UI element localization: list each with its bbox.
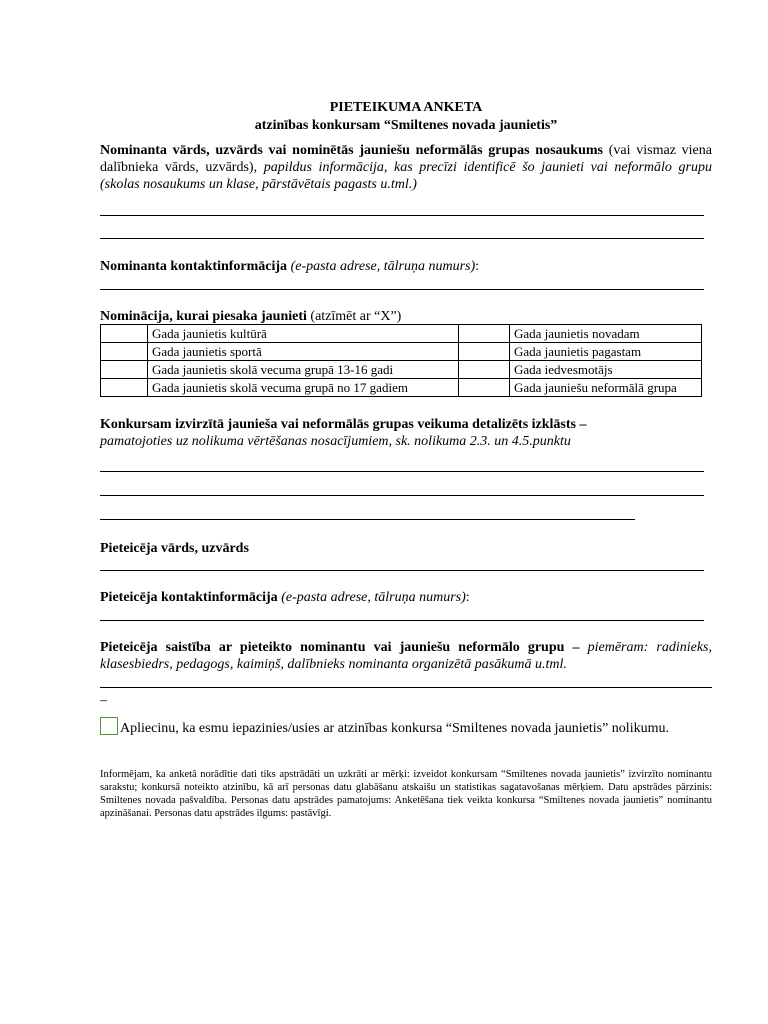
achievement-italic: pamatojoties uz nolikuma vērtēšanas nosacījumiem, sk. nolikuma 2.3. un 4.5.punktu xyxy=(100,434,571,449)
nominee-contact-bold: Nominanta kontaktinformācija xyxy=(100,259,288,274)
nomination-option: Gada jaunietis skolā vecuma grupā no 17 gadiem xyxy=(148,379,459,397)
nomination-option: Gada jaunietis sportā xyxy=(148,343,459,361)
relation-dash: – xyxy=(100,693,107,708)
consent-text: Apliecinu, ka esmu iepazinies/usies ar atzinības konkursa “Smiltenes novada jaunietis” nolikumu. xyxy=(120,721,669,736)
nomination-option: Gada jaunietis pagastam xyxy=(510,343,702,361)
applicant-contact-label xyxy=(100,589,712,606)
table-row xyxy=(101,361,702,379)
nominee-contact-italic: (e-pasta adrese, tālruņa numurs) xyxy=(287,259,476,274)
mark-cell[interactable] xyxy=(101,343,148,361)
mark-cell[interactable] xyxy=(101,379,148,397)
nominee-name-label xyxy=(100,142,712,193)
nominee-name-italic: papildus informācija, kas precīzi identificē šo jaunieti vai neformālo grupu (skolas nosaukums un klase, pārstāvētais pagasts u.tml.) xyxy=(100,160,713,192)
mark-cell[interactable] xyxy=(459,379,510,397)
nomination-option: Gada jaunietis kultūrā xyxy=(148,325,459,343)
form-title: PIETEIKUMA ANKETA xyxy=(329,100,483,115)
nomination-normal: (atzīmēt ar “X”) xyxy=(306,309,402,324)
consent-statement xyxy=(100,717,712,737)
nomination-table xyxy=(100,324,702,397)
applicant-name-label xyxy=(100,540,712,557)
relation-label xyxy=(100,639,712,673)
relation-bold: Pieteicēja saistība ar pieteikto nominantu vai jauniešu neformālo grupu – xyxy=(100,640,580,655)
applicant-contact-bold: Pieteicēja kontaktinformācija xyxy=(100,590,278,605)
nomination-option: Gada jaunietis novadam xyxy=(510,325,702,343)
nominee-name-bold: Nominanta vārds, uzvārds vai nominētās jauniešu neformālās grupas nosaukums xyxy=(100,143,603,158)
achievement-line-3[interactable] xyxy=(100,519,635,520)
applicant-contact-line[interactable] xyxy=(100,620,704,621)
nomination-bold: Nominācija, kurai piesaka jaunieti xyxy=(100,309,307,324)
achievement-line-1[interactable] xyxy=(100,471,704,472)
form-subtitle: atzinības konkursam “Smiltenes novada jaunietis” xyxy=(254,118,558,133)
data-processing-notice: Informējam, ka anketā norādītie dati tiks apstrādāti un uzkrāti ar mērķi: izveidot konkursam “Smiltenes novada jaunietis” izvirzīto nominantu sarakstu; konkursā noteikto atzinību, kā arī personas datu glabāšanu atskaišu un statistikas sagatavošanas mērķiem. Datu apstrādes pārzinis: Smiltenes novada pašvaldība. Personas datu apstrādes pamatojums: Anketēšana tiek veikta konkursa “Smiltenes novada jaunietis” nominantu apzināšanai. Personas datu apstrādes ilgums: pastāvīgi. xyxy=(100,769,712,819)
table-row xyxy=(101,343,702,361)
consent-checkbox[interactable] xyxy=(100,717,118,735)
nominee-contact-line[interactable] xyxy=(100,289,704,290)
mark-cell[interactable] xyxy=(459,361,510,379)
nomination-label xyxy=(100,308,712,325)
achievement-label xyxy=(100,416,712,450)
mark-cell[interactable] xyxy=(101,361,148,379)
applicant-contact-tail: : xyxy=(465,590,470,605)
applicant-name-bold: Pieteicēja vārds, uzvārds xyxy=(100,541,249,556)
nominee-name-normal: (vai vismaz viena dalībnieka vārds, uzvārds), xyxy=(100,143,712,175)
nomination-option: Gada jaunietis skolā vecuma grupā 13-16 gadi xyxy=(148,361,459,379)
nominee-contact-label xyxy=(100,258,712,275)
table-row xyxy=(101,325,702,343)
table-row xyxy=(101,379,702,397)
nominee-contact-tail: : xyxy=(475,259,480,274)
achievement-line-2[interactable] xyxy=(100,495,704,496)
applicant-name-line[interactable] xyxy=(100,570,704,571)
nomination-option: Gada iedvesmotājs xyxy=(510,361,702,379)
nomination-option: Gada jauniešu neformālā grupa xyxy=(510,379,702,397)
relation-italic: piemēram: radinieks, klasesbiedrs, pedagogs, kaimiņš, dalībnieks nominanta organizētā pasākumā u.tml. xyxy=(100,640,712,672)
nominee-name-line-1[interactable] xyxy=(100,215,704,216)
nominee-name-line-2[interactable] xyxy=(100,238,704,239)
achievement-bold: Konkursam izvirzītā jaunieša vai neformālās grupas veikuma detalizēts izklāsts – xyxy=(100,417,587,432)
mark-cell[interactable] xyxy=(101,325,148,343)
applicant-contact-italic: (e-pasta adrese, tālruņa numurs) xyxy=(277,590,466,605)
relation-line[interactable] xyxy=(100,687,712,688)
mark-cell[interactable] xyxy=(459,325,510,343)
mark-cell[interactable] xyxy=(459,343,510,361)
